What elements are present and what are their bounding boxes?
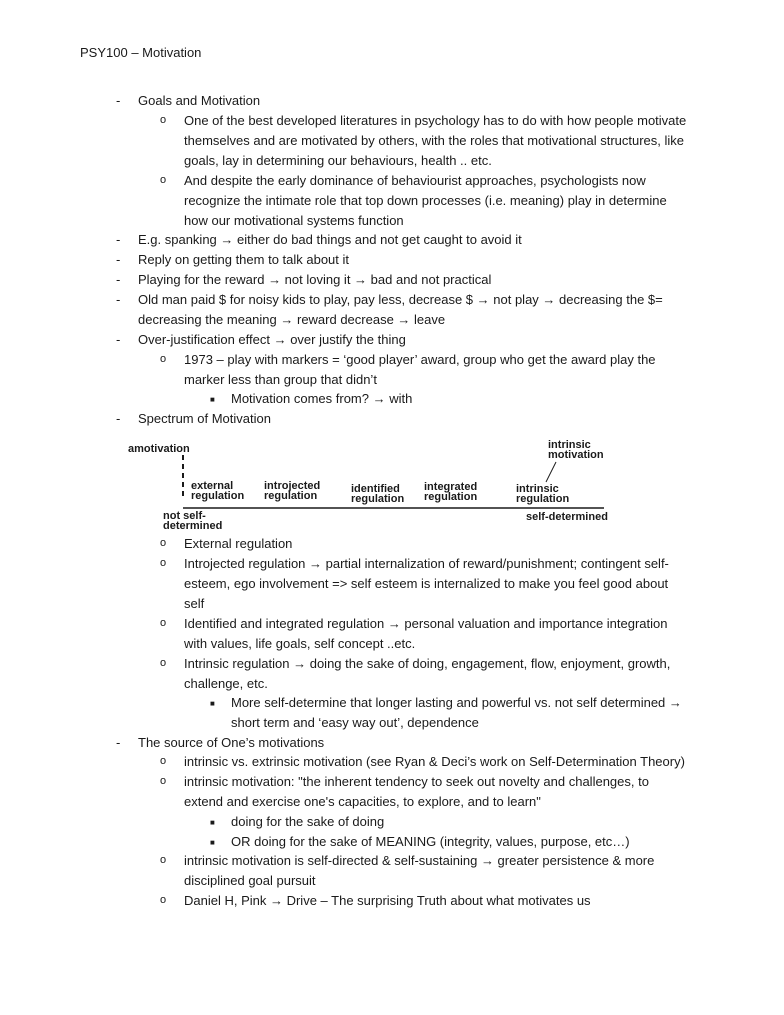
text-line: doing for the sake of doing bbox=[231, 814, 385, 829]
bullet-dash: - bbox=[116, 292, 121, 307]
text-line: Intrinsic regulation → doing the sake of doing, engagement, flow, enjoyment, growth, bbox=[184, 656, 671, 671]
bullet-square: ■ bbox=[210, 395, 215, 404]
text-line: The source of One’s motivations bbox=[138, 735, 325, 750]
text-line: challenge, etc. bbox=[184, 676, 268, 691]
bullet-circle: o bbox=[160, 353, 167, 365]
text-line: Playing for the reward → not loving it → bad and not practical bbox=[138, 272, 492, 287]
bullet-circle: o bbox=[160, 894, 167, 906]
label-amotivation: amotivation bbox=[128, 443, 190, 455]
label-intrinsic-motivation: motivation bbox=[548, 449, 604, 461]
label-integrated-regulation: regulation bbox=[424, 491, 478, 503]
bullet-dash: - bbox=[116, 252, 121, 267]
text-line: esteem, ego involvement => self esteem is internalized to make you feel good about bbox=[184, 576, 669, 591]
text-line: Over-justification effect → over justify the thing bbox=[138, 332, 406, 347]
text-line: with values, life goals, self concept ..etc. bbox=[184, 636, 416, 651]
text-line: how our motivational systems function bbox=[184, 213, 404, 228]
label-identified-regulation: regulation bbox=[351, 493, 405, 505]
text-line: Identified and integrated regulation → personal valuation and importance integration bbox=[184, 616, 668, 631]
label-intrinsic-motivation: intrinsic bbox=[548, 439, 591, 451]
bullet-circle: o bbox=[160, 114, 167, 126]
bullet-circle: o bbox=[160, 775, 167, 787]
text-line: External regulation bbox=[184, 536, 293, 551]
bullet-circle: o bbox=[160, 537, 167, 549]
bullet-dash: - bbox=[116, 272, 121, 287]
page-header: PSY100 – Motivation bbox=[80, 45, 202, 60]
label-identified-regulation: identified bbox=[351, 483, 400, 495]
bullet-circle: o bbox=[160, 657, 167, 669]
bullet-dash: - bbox=[116, 93, 121, 108]
text-line: intrinsic motivation: "the inherent tendency to seek out novelty and challenges, to bbox=[184, 774, 649, 789]
text-line: Daniel H, Pink → Drive – The surprising Truth about what motivates us bbox=[184, 893, 591, 908]
text-line: 1973 – play with markers = ‘good player’ award, group who get the award play the bbox=[184, 352, 656, 367]
text-line: extend and exercise one's capacities, to explore, and to learn" bbox=[184, 794, 541, 809]
text-line: Reply on getting them to talk about it bbox=[138, 252, 350, 267]
bullet-circle: o bbox=[160, 174, 167, 186]
bullet-circle: o bbox=[160, 557, 167, 569]
label-external-regulation: external bbox=[191, 480, 234, 492]
bullet-dash: - bbox=[116, 232, 121, 247]
label-not-self-determined: determined bbox=[163, 520, 223, 532]
label-integrated-regulation: integrated bbox=[424, 481, 478, 493]
text-line: marker less than group that didn’t bbox=[184, 372, 377, 387]
text-line: And despite the early dominance of behaviourist approaches, psychologists now bbox=[184, 173, 646, 188]
label-intrinsic-regulation: regulation bbox=[516, 493, 570, 505]
text-line: themselves and are motivated by others, with the roles that motivational structures, like bbox=[184, 133, 685, 148]
bullet-circle: o bbox=[160, 854, 167, 866]
label-self-determined: self-determined bbox=[526, 511, 608, 523]
label-introjected-regulation: introjected bbox=[264, 480, 321, 492]
text-line: One of the best developed literatures in psychology has to do with how people motivate bbox=[184, 113, 687, 128]
text-line: self bbox=[184, 596, 205, 611]
label-not-self-determined: not self- bbox=[163, 510, 206, 522]
label-introjected-regulation: regulation bbox=[264, 490, 318, 502]
bullet-circle: o bbox=[160, 755, 167, 767]
bullet-dash: - bbox=[116, 735, 121, 750]
text-line: Motivation comes from? → with bbox=[231, 391, 413, 406]
text-line: decreasing the meaning → reward decrease → leave bbox=[138, 312, 446, 327]
text-line: Introjected regulation → partial internalization of reward/punishment; contingent self- bbox=[184, 556, 669, 571]
text-line: short term and ‘easy way out’, dependence bbox=[231, 715, 479, 730]
text-line: disciplined goal pursuit bbox=[184, 873, 316, 888]
bullet-square: ■ bbox=[210, 818, 215, 827]
bullet-square: ■ bbox=[210, 838, 215, 847]
text-line: goals, lay in determining our behaviours, health .. etc. bbox=[184, 153, 492, 168]
text-line: recognize the intimate role that top down processes (i.e. meaning) play in determine bbox=[184, 193, 667, 208]
bullet-dash: - bbox=[116, 411, 121, 426]
text-line: Spectrum of Motivation bbox=[138, 411, 271, 426]
bullet-square: ■ bbox=[210, 699, 215, 708]
text-line: intrinsic vs. extrinsic motivation (see Ryan & Deci’s work on Self-Determination Theory) bbox=[184, 754, 685, 769]
intrinsic-pointer-line bbox=[546, 462, 556, 482]
label-intrinsic-regulation: intrinsic bbox=[516, 483, 559, 495]
motivation-spectrum-diagram bbox=[122, 436, 642, 536]
text-line: E.g. spanking → either do bad things and not get caught to avoid it bbox=[138, 232, 522, 247]
text-line: Old man paid $ for noisy kids to play, pay less, decrease $ → not play → decreasing the $= bbox=[138, 292, 663, 307]
bullet-circle: o bbox=[160, 617, 167, 629]
bullet-dash: - bbox=[116, 332, 121, 347]
text-line: Goals and Motivation bbox=[138, 93, 261, 108]
text-line: OR doing for the sake of MEANING (integrity, values, purpose, etc…) bbox=[231, 834, 630, 849]
label-external-regulation: regulation bbox=[191, 490, 245, 502]
text-line: intrinsic motivation is self-directed & self-sustaining → greater persistence & more bbox=[184, 853, 655, 868]
text-line: More self-determine that longer lasting and powerful vs. not self determined → bbox=[231, 695, 682, 710]
